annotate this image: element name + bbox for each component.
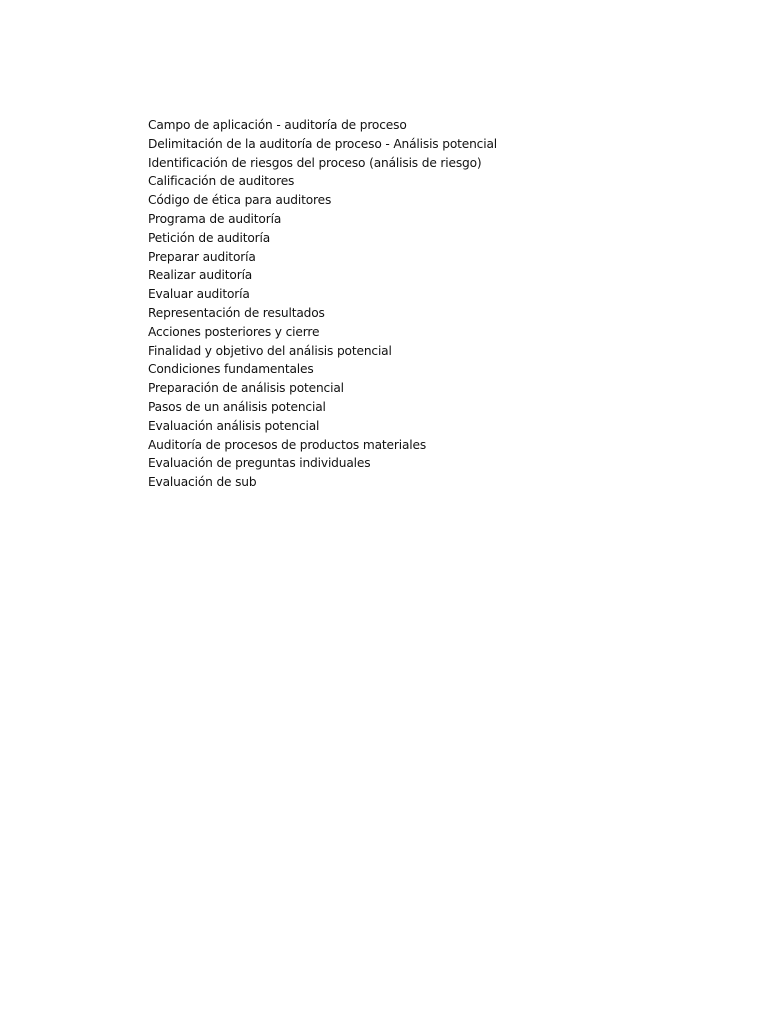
list-item: Acciones posteriores y cierre	[148, 324, 320, 339]
list-item: Representación de resultados	[148, 305, 325, 320]
list-item: Código de ética para auditores	[148, 193, 332, 208]
contents-list	[148, 116, 497, 492]
list-item: Petición de auditoría	[148, 230, 271, 245]
list-item: Evaluar auditoría	[148, 287, 250, 302]
list-item: Evaluación análisis potencial	[148, 418, 320, 433]
list-item: Identificación de riesgos del proceso (análisis de riesgo)	[148, 155, 482, 170]
list-item: Preparación de análisis potencial	[148, 381, 344, 396]
list-item: Condiciones fundamentales	[148, 362, 314, 377]
list-item: Programa de auditoría	[148, 211, 282, 226]
list-item: Delimitación de la auditoría de proceso - Análisis potencial	[148, 136, 498, 151]
list-item: Calificación de auditores	[148, 174, 295, 189]
list-item: Evaluación de sub	[148, 475, 257, 490]
list-item: Evaluación de preguntas individuales	[148, 456, 371, 471]
list-item: Realizar auditoría	[148, 268, 253, 283]
list-item: Auditoría de procesos de productos materiales	[148, 437, 427, 452]
list-item: Finalidad y objetivo del análisis potencial	[148, 343, 392, 358]
list-item: Preparar auditoría	[148, 249, 256, 264]
list-item: Campo de aplicación - auditoría de proceso	[148, 118, 407, 132]
list-item: Pasos de un análisis potencial	[148, 399, 326, 414]
